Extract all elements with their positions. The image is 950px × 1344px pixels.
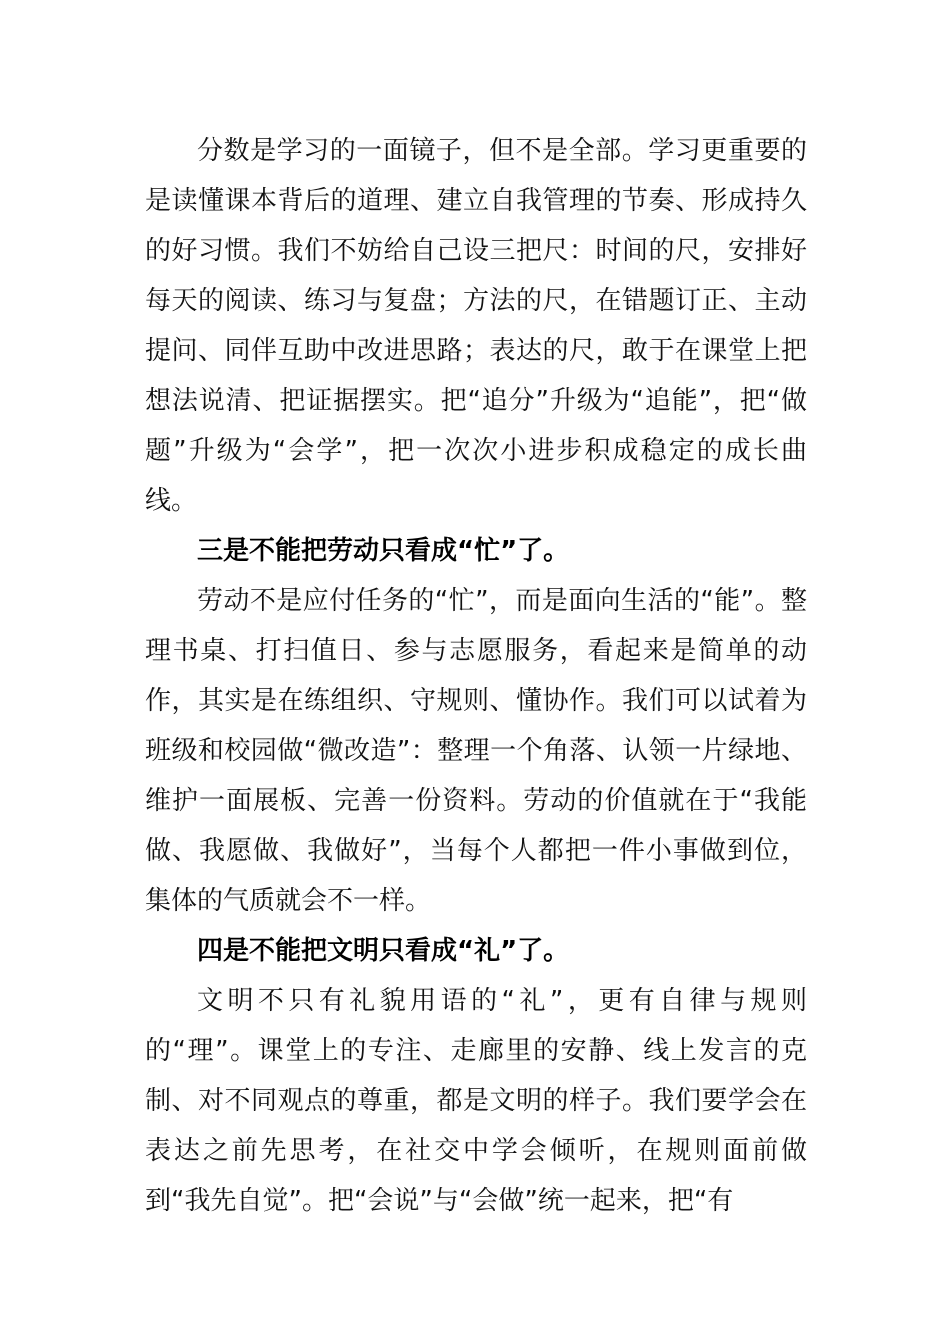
document-body <box>145 126 807 1226</box>
section-heading-labor: 三是不能把劳动只看成“忙”了。 <box>197 536 570 566</box>
paragraph-learning: 分数是学习的一面镜子，但不是全部。学习更重要的是读懂课本背后的道理、建立自我管理的节奏、形成持久的好习惯。我们不妨给自己设三把尺：时间的尺，安排好每天的阅读、练习与复盘；方法的尺，在错题订正、主动提问、同伴互助中改进思路；表达的尺，敢于在课堂上把想法说清、把证据摆实。把“追分”升级为“追能”，把“做题”升级为“会学”，把一次次小进步积成稳定的成长曲线。 <box>145 136 807 516</box>
paragraph-civility: 文明不只有礼貌用语的“礼”，更有自律与规则的“理”。课堂上的专注、走廊里的安静、线上发言的克制、对不同观点的尊重，都是文明的样子。我们要学会在表达之前先思考，在社交中学会倾听，在规则面前做到“我先自觉”。把“会说”与“会做”统一起来，把“有 <box>145 986 807 1216</box>
paragraph-labor: 劳动不是应付任务的“忙”，而是面向生活的“能”。整理书桌、打扫值日、参与志愿服务，看起来是简单的动作，其实是在练组织、守规则、懂协作。我们可以试着为班级和校园做“微改造”：整理一个角落、认领一片绿地、维护一面展板、完善一份资料。劳动的价值就在于“我能做、我愿做、我做好”，当每个人都把一件小事做到位，集体的气质就会不一样。 <box>145 586 807 916</box>
section-heading-civility: 四是不能把文明只看成“礼”了。 <box>197 936 570 966</box>
